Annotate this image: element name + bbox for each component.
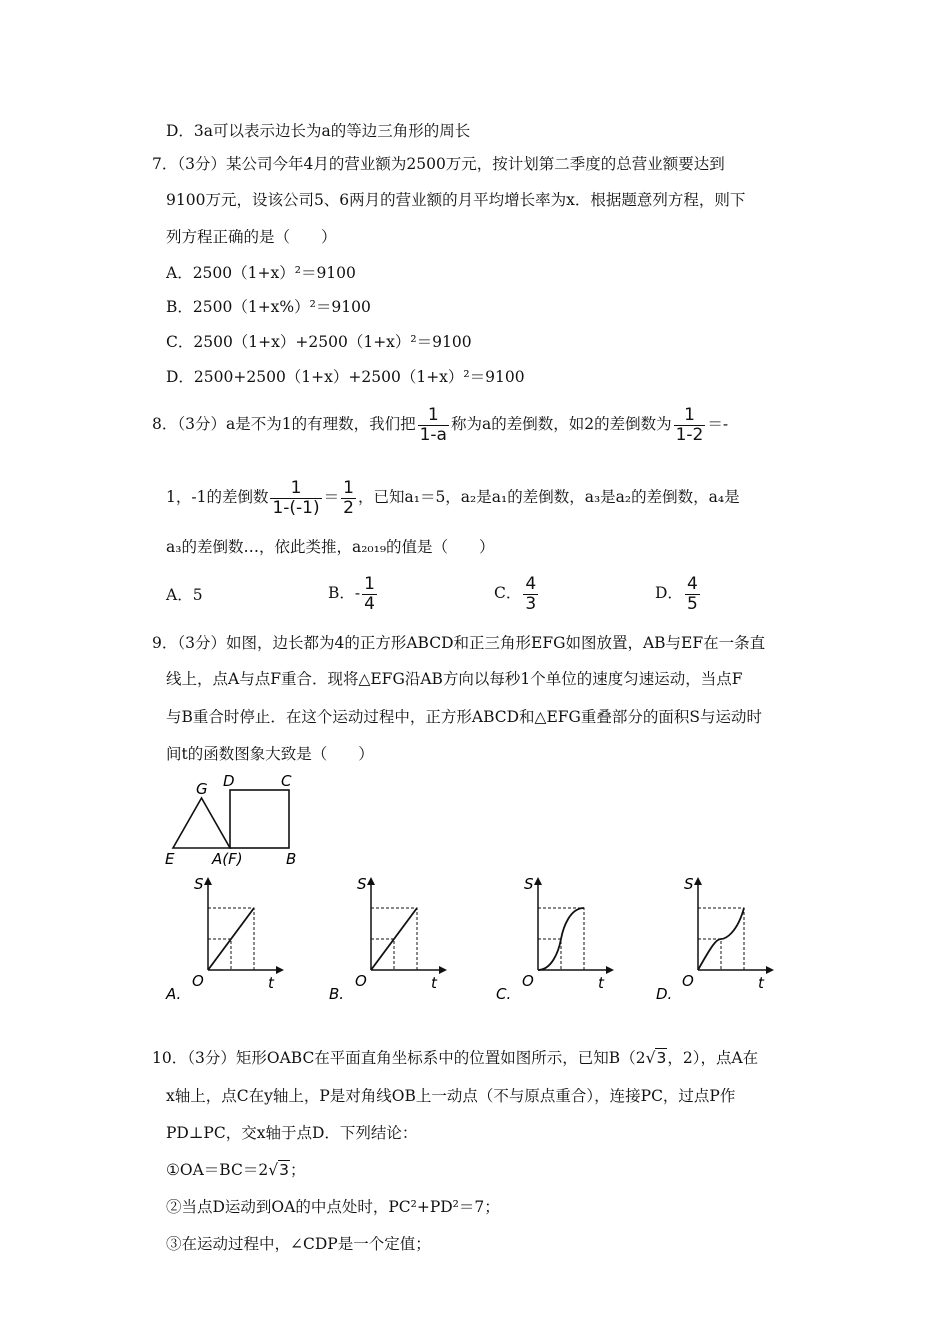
q7-line-2: 9100万元，设该公司5、6两月的营业额的月平均增长率为x．根据题意列方程，则下 <box>166 191 746 209</box>
question-number: 8． <box>152 415 178 433</box>
radicand: 3 <box>279 1161 289 1179</box>
triangle-efg <box>173 798 230 848</box>
label-o: O <box>682 972 694 990</box>
label-e: E <box>165 850 175 868</box>
numerator: 1 <box>684 404 695 425</box>
question-text: 矩形OABC在平面直角坐标系中的位置如图所示，已知B（2 <box>235 1049 646 1067</box>
q7-line-1 <box>152 154 725 174</box>
question-score: （3分） <box>187 1049 236 1067</box>
label-o: O <box>522 972 534 990</box>
graph-d <box>656 875 774 1003</box>
question-score: （3分） <box>177 155 226 173</box>
question-text: 如图，边长都为4的正方形ABCD和正三角形EFG如图放置，AB与EF在一条直 <box>226 634 766 652</box>
option-label: C． <box>494 584 522 602</box>
q9-line-1 <box>152 633 765 653</box>
question-number: 7． <box>152 155 178 173</box>
denominator: 3 <box>525 593 537 614</box>
graph-c <box>496 875 614 1003</box>
numerator: 1 <box>343 477 354 498</box>
s-axis-arrow-icon <box>367 877 375 885</box>
graph-b <box>329 875 447 1003</box>
q6-option-d: D．3a可以表示边长为a的等边三角形的周长 <box>166 122 471 140</box>
question-text: ＝- <box>707 415 729 433</box>
q8-option-b <box>328 571 379 615</box>
q8-line-2 <box>166 475 740 519</box>
question-text: ，2），点A在 <box>667 1049 759 1067</box>
t-axis-arrow-icon <box>766 966 774 974</box>
label-o: O <box>355 972 367 990</box>
option-label: B. <box>329 985 345 1003</box>
label-g: G <box>196 780 208 798</box>
question-text: 1，-1的差倒数 <box>166 488 269 506</box>
label-c: C <box>281 772 292 790</box>
label-t: t <box>598 974 604 992</box>
radicand: 3 <box>656 1049 667 1067</box>
t-axis-arrow-icon <box>439 966 447 974</box>
label-t: t <box>431 974 437 992</box>
s-axis-arrow-icon <box>204 877 212 885</box>
question-text: ＝ <box>323 488 340 506</box>
numerator: 1 <box>364 573 375 594</box>
fraction-1-over-2 <box>341 479 356 518</box>
question-number: 10． <box>152 1049 188 1067</box>
q8-option-a: A．5 <box>166 586 203 604</box>
conclusion-text: ； <box>289 1161 306 1179</box>
label-t: t <box>758 974 764 992</box>
label-d: D <box>223 772 235 790</box>
denominator: 1-(-1) <box>272 497 320 518</box>
conclusion-text: ①OA＝BC＝2 <box>166 1161 269 1179</box>
sqrt-symbol: √ <box>645 1049 656 1067</box>
label-b: B <box>286 850 297 868</box>
fraction-1-over-1-minus-a <box>418 406 449 445</box>
q10-line-1 <box>152 1048 758 1068</box>
question-text: 某公司今年4月的营业额为2500万元，按计划第二季度的总营业额要达到 <box>226 155 725 173</box>
label-o: O <box>192 972 204 990</box>
q8-line-1 <box>152 402 728 446</box>
option-label: D. <box>656 985 673 1003</box>
q10-conclusion-2: ②当点D运动到OA的中点处时，PC²+PD²＝7； <box>166 1198 500 1216</box>
question-score: （3分） <box>177 634 226 652</box>
fraction-1-over-1-minus-neg1 <box>270 479 321 518</box>
q10-line-3: PD⊥PC，交x轴于点D．下列结论： <box>166 1124 418 1142</box>
denominator: 1-2 <box>675 424 704 445</box>
label-s: S <box>684 875 694 893</box>
question-number: 9． <box>152 634 178 652</box>
sqrt-symbol: √ <box>268 1161 279 1179</box>
q7-option-c: C．2500（1+x）+2500（1+x）²＝9100 <box>166 333 472 351</box>
s-axis-arrow-icon <box>694 877 702 885</box>
t-axis-arrow-icon <box>606 966 614 974</box>
q7-option-a: A．2500（1+x）²＝9100 <box>166 264 356 282</box>
q9-line-4: 间t的函数图象大致是（ ） <box>166 745 374 763</box>
label-s: S <box>357 875 367 893</box>
denominator: 4 <box>364 593 375 614</box>
option-label: C. <box>496 985 512 1003</box>
numerator: 1 <box>427 404 439 425</box>
q8-option-c <box>494 571 540 615</box>
graph-a <box>165 875 284 1003</box>
q10-line-2: x轴上，点C在y轴上，P是对角线OB上一动点（不与原点重合），连接PC，过点P作 <box>166 1087 736 1105</box>
numerator: 4 <box>686 573 698 594</box>
question-text: a是不为1的有理数，我们把 <box>226 415 416 433</box>
question-text: 称为a的差倒数，如2的差倒数为 <box>450 415 672 433</box>
s-axis-arrow-icon <box>534 877 542 885</box>
square-triangle-figure <box>160 770 310 870</box>
numerator: 1 <box>290 477 302 498</box>
square-abcd <box>230 790 289 848</box>
label-s: S <box>524 875 534 893</box>
q8-line-3: a₃的差倒数…，依此类推，a₂₀₁₉的值是（ ） <box>166 538 495 556</box>
fraction-1-over-1-minus-2 <box>674 406 706 445</box>
t-axis-arrow-icon <box>276 966 284 974</box>
q10-conclusion-1 <box>166 1160 305 1180</box>
answer-graphs <box>160 875 780 1005</box>
q7-option-d: D．2500+2500（1+x）+2500（1+x）²＝9100 <box>166 368 525 386</box>
denominator: 2 <box>343 497 354 518</box>
q10-conclusion-3: ③在运动过程中，∠CDP是一个定值； <box>166 1235 431 1253</box>
minus-sign: - <box>354 584 361 602</box>
fraction-1-over-4 <box>362 575 377 614</box>
question-score: （3分） <box>177 415 226 433</box>
denominator: 1-a <box>419 424 447 445</box>
q8-option-d <box>655 571 702 615</box>
q7-option-b: B．2500（1+x%）²＝9100 <box>166 298 371 316</box>
denominator: 5 <box>686 593 698 614</box>
option-label: B． <box>328 584 355 602</box>
option-label: A. <box>166 985 182 1003</box>
fraction-4-over-3 <box>523 575 538 614</box>
option-label: D． <box>655 584 683 602</box>
numerator: 4 <box>525 573 537 594</box>
label-s: S <box>194 875 204 893</box>
question-text: ，已知a₁＝5，a₂是a₁的差倒数，a₃是a₂的差倒数，a₄是 <box>357 488 740 506</box>
fraction-4-over-5 <box>685 575 700 614</box>
q9-line-3: 与B重合时停止．在这个运动过程中，正方形ABCD和△EFG重叠部分的面积S与运动时 <box>166 708 763 726</box>
q9-line-2: 线上，点A与点F重合．现将△EFG沿AB方向以每秒1个单位的速度匀速运动，当点F <box>166 670 743 688</box>
q7-line-3: 列方程正确的是（ ） <box>166 228 337 246</box>
label-t: t <box>268 974 274 992</box>
label-af: A(F) <box>212 850 243 868</box>
